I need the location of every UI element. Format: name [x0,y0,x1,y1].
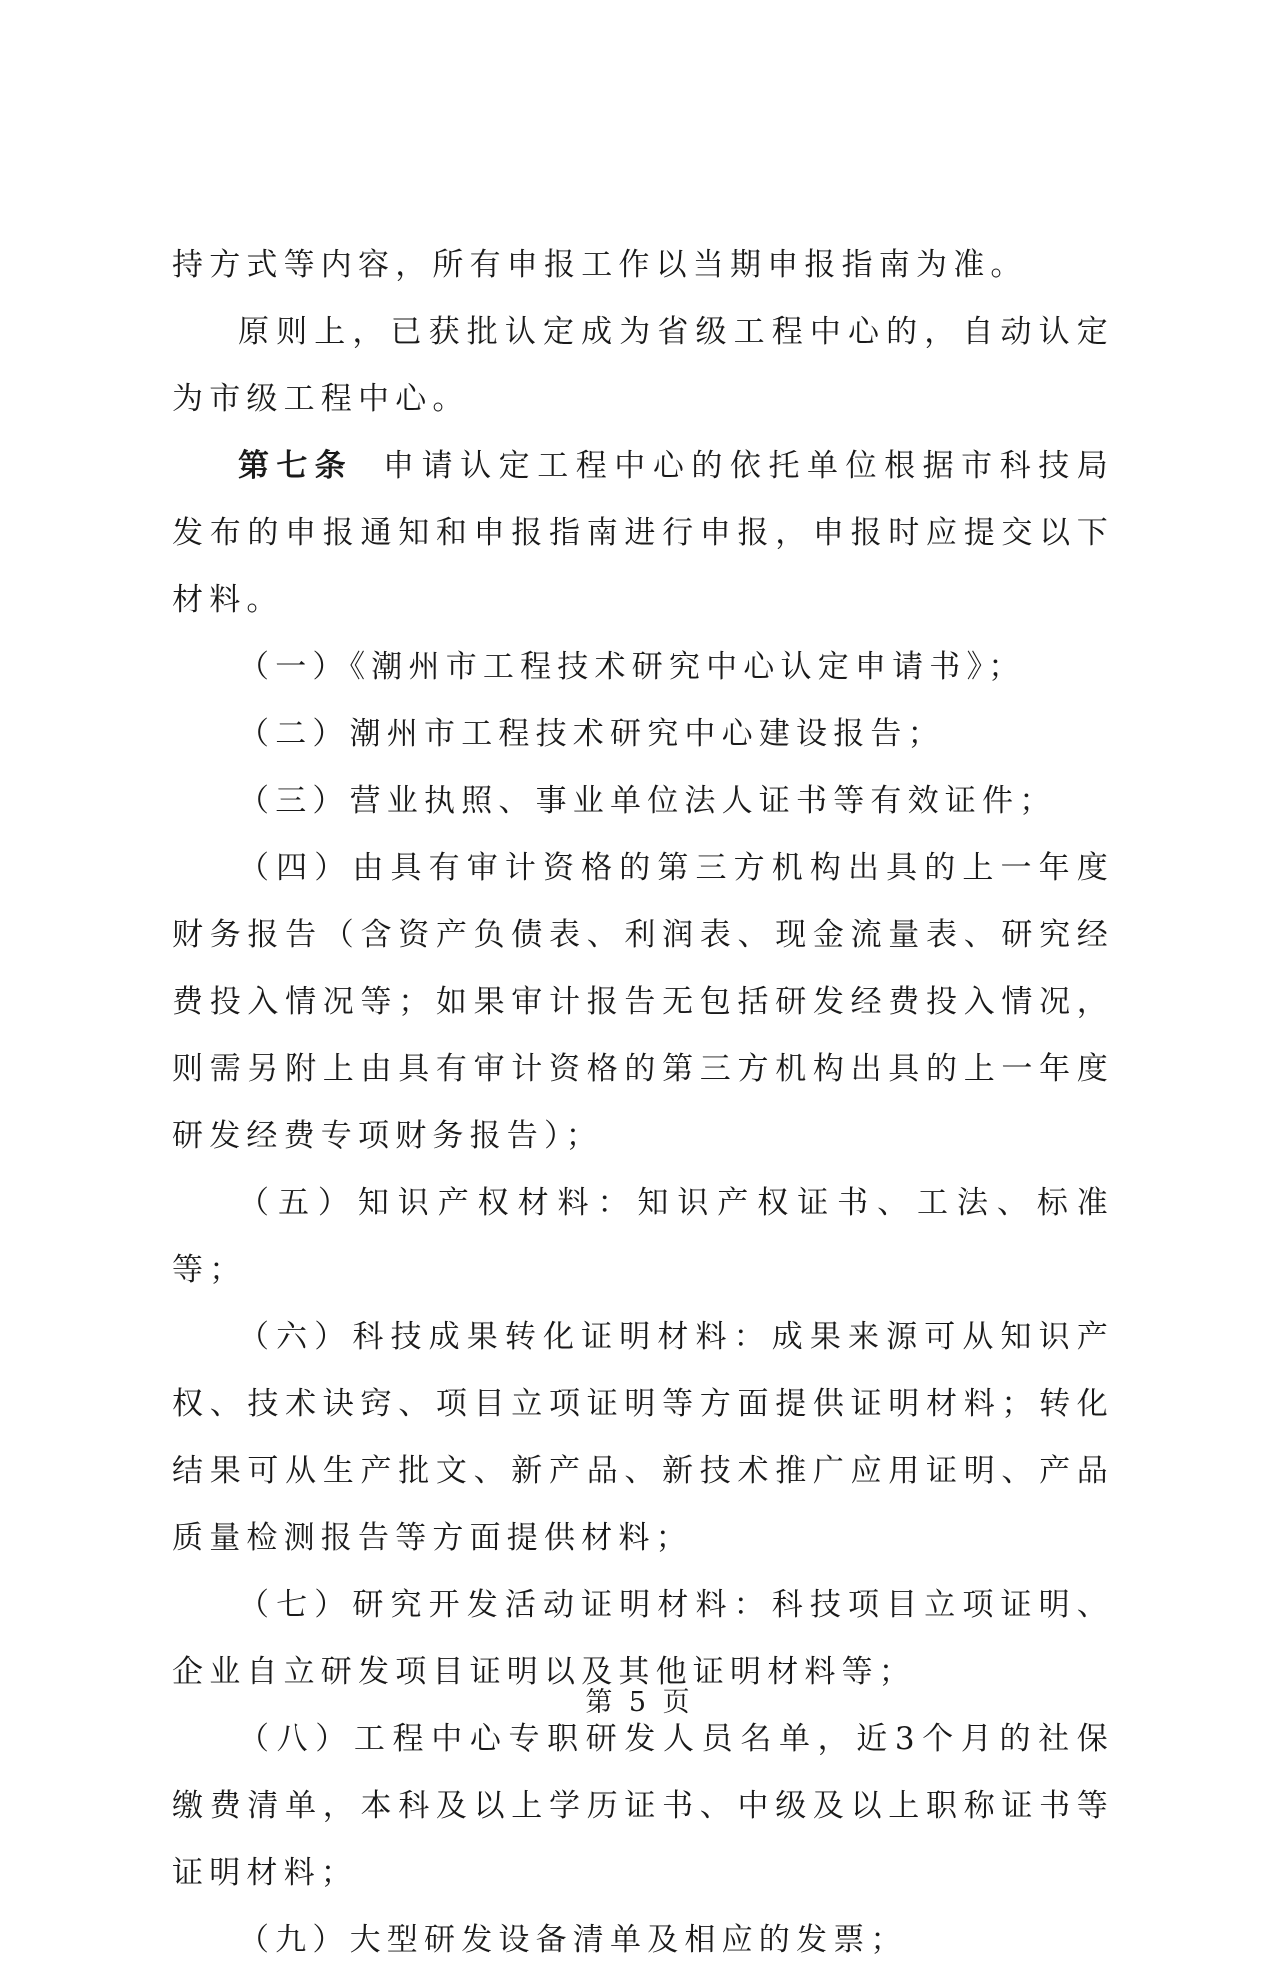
list-item-6 [172,1304,1114,1572]
list-item-9 [172,1907,1114,1974]
list-item-1 [172,634,1114,701]
list-item-text: （九）大型研发设备清单及相应的发票； [238,1922,908,1958]
paragraph-text: 申请认定工程中心的依托单位根据市科技局发布的申报通知和申报指南进行申报，申报时应提交以下材料。 [172,448,1114,618]
page-number: 第 5 页 [585,1687,694,1718]
paragraph-text: 持方式等内容，所有申报工作以当期申报指南为准。 [172,247,1028,283]
list-item-text: （八）工程中心专职研发人员名单，近3个月的社保缴费清单，本科及以上学历证书、中级及以上职称证书等证明材料； [172,1721,1114,1891]
paragraph-text: 原则上，已获批认定成为省级工程中心的，自动认定为市级工程中心。 [172,314,1114,417]
list-item-4 [172,835,1114,1170]
paragraph-provincial-center [172,299,1114,433]
list-item-text: （四）由具有审计资格的第三方机构出具的上一年度财务报告（含资产负债表、利润表、现金流量表、研究经费投入情况等；如果审计报告无包括研发经费投入情况，则需另附上由具有审计资格的第三方机构出具的上一年度研发经费专项财务报告）； [172,850,1114,1154]
list-item-text: （五）知识产权材料：知识产权证书、工法、标准等； [172,1185,1114,1288]
list-item-text: （六）科技成果转化证明材料：成果来源可从知识产权、技术诀窍、项目立项证明等方面提供证明材料；转化结果可从生产批文、新产品、新技术推广应用证明、产品质量检测报告等方面提供材料； [172,1319,1114,1556]
list-item-3 [172,768,1114,835]
list-item-text: （三）营业执照、事业单位法人证书等有效证件； [238,783,1057,819]
list-item-2 [172,701,1114,768]
list-item-5 [172,1170,1114,1304]
paragraph-continuation [172,232,1114,299]
list-item-text: （一）《潮州市工程技术研究中心认定申请书》； [238,649,1026,685]
list-item-text: （七）研究开发活动证明材料：科技项目立项证明、企业自立研发项目证明以及其他证明材料等； [172,1587,1114,1690]
article-seven [172,433,1114,634]
list-item-8 [172,1706,1114,1907]
article-label: 第七条 [238,448,354,484]
list-item-text: （二）潮州市工程技术研究中心建设报告； [238,716,945,752]
